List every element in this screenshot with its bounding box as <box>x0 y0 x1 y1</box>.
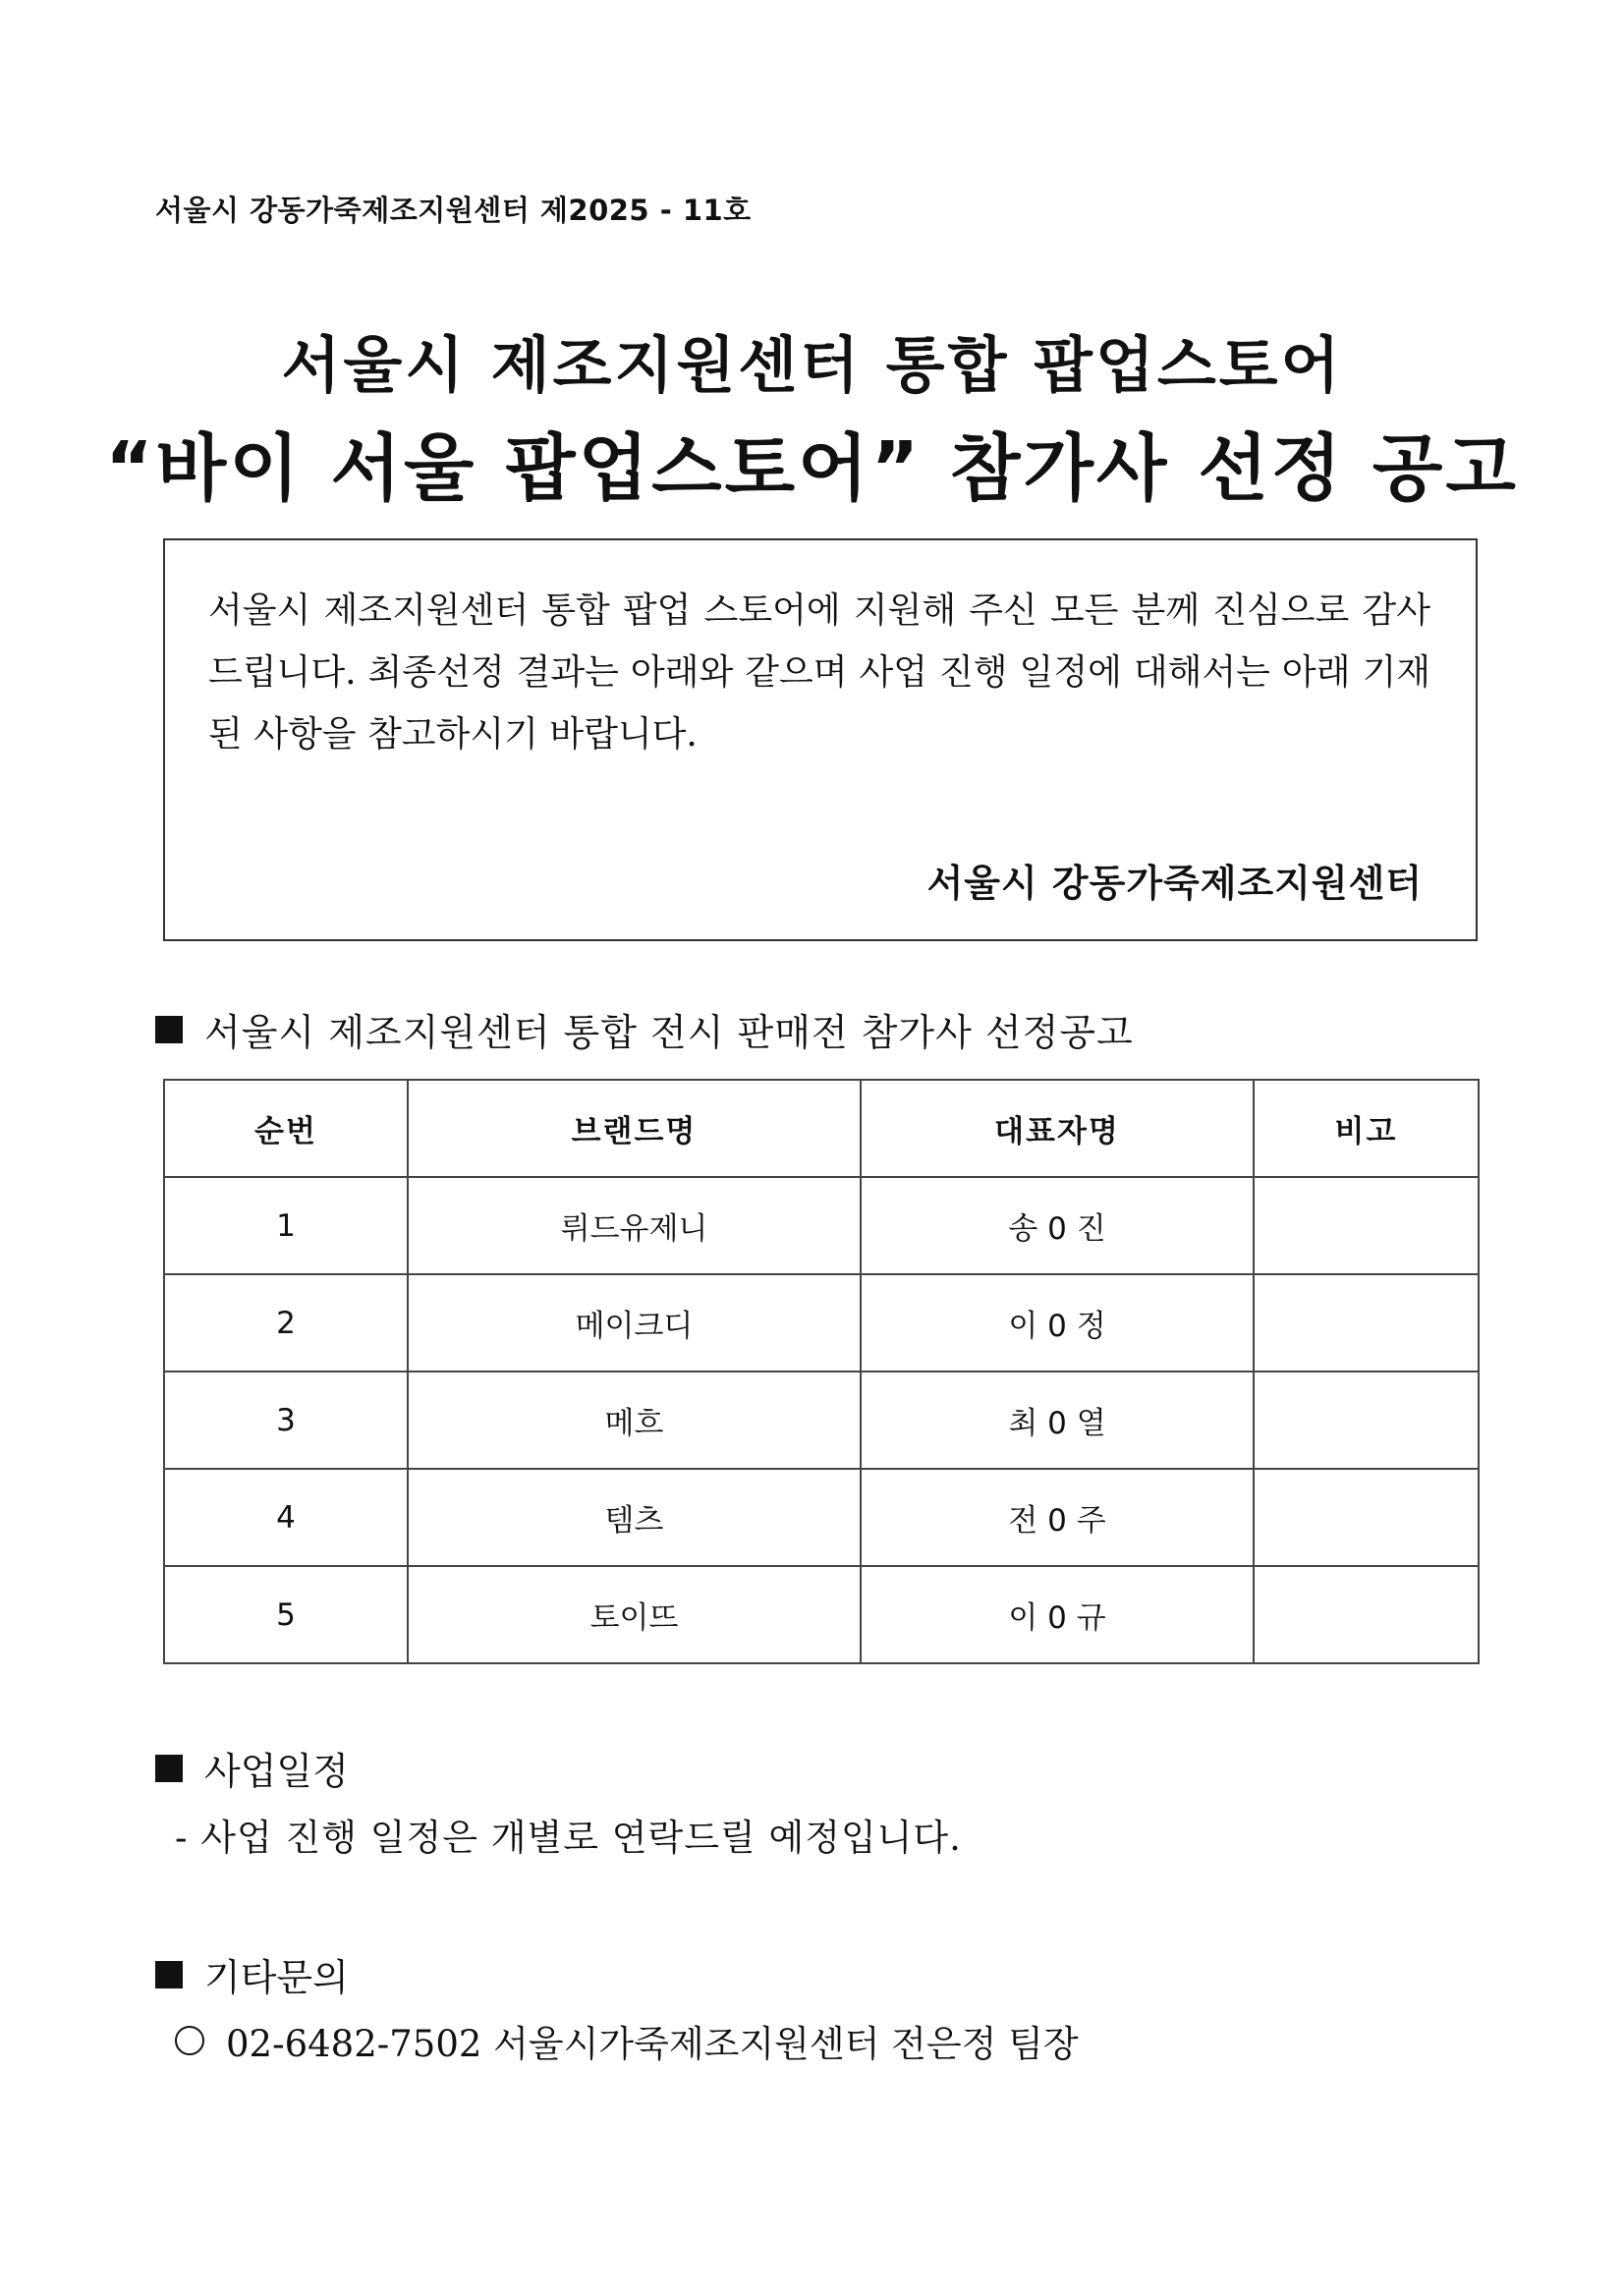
participants-section-heading <box>155 1002 1134 1056</box>
cell-note <box>1254 1372 1479 1469</box>
cell-representative: 최 0 열 <box>861 1372 1254 1469</box>
cell-number: 2 <box>164 1274 408 1372</box>
cell-note <box>1254 1177 1479 1274</box>
square-bullet-icon <box>155 1016 183 1043</box>
cell-brand: 메이크디 <box>408 1274 861 1372</box>
table-header-row <box>164 1080 1479 1177</box>
cell-representative: 이 0 정 <box>861 1274 1254 1372</box>
square-bullet-icon <box>155 1961 183 1988</box>
intro-text: 서울시 제조지원센터 통합 팝업 스토어에 지원해 주신 모든 분께 진심으로 감사드립니다. 최종선정 결과는 아래와 같으며 사업 진행 일정에 대해서는 아래 기재된 사항을 참고하시기 바랍니다. <box>208 590 1430 755</box>
participants-heading-text: 서울시 제조지원센터 통합 전시 판매전 참가사 선정공고 <box>204 1011 1134 1054</box>
schedule-section-heading <box>155 1741 349 1795</box>
cell-note <box>1254 1566 1479 1663</box>
cell-number: 3 <box>164 1372 408 1469</box>
intro-signature: 서울시 강동가죽제조지원센터 <box>926 862 1423 905</box>
column-header-number: 순번 <box>164 1080 408 1177</box>
cell-brand: 토이뜨 <box>408 1566 861 1663</box>
table-row <box>164 1469 1479 1566</box>
table-row <box>164 1372 1479 1469</box>
schedule-heading-text: 사업일정 <box>204 1750 349 1793</box>
cell-brand: 템츠 <box>408 1469 861 1566</box>
table-row <box>164 1177 1479 1274</box>
column-header-representative: 대표자명 <box>861 1080 1254 1177</box>
cell-brand: 메흐 <box>408 1372 861 1469</box>
inquiry-section-heading <box>155 1947 349 2001</box>
intro-box <box>163 538 1478 941</box>
page-title-line1: 서울시 제조지원센터 통합 팝업스토어 <box>281 329 1343 401</box>
column-header-note: 비고 <box>1254 1080 1479 1177</box>
document-number: 서울시 강동가죽제조지원센터 제2025 - 11호 <box>155 194 752 227</box>
cell-note <box>1254 1469 1479 1566</box>
table-row <box>164 1274 1479 1372</box>
inquiry-contact-text: 02-6482-7502 서울시가죽제조지원센터 전은정 팀장 <box>226 2023 1079 2065</box>
cell-representative: 송 0 진 <box>861 1177 1254 1274</box>
cell-brand: 뤼드유제니 <box>408 1177 861 1274</box>
cell-number: 1 <box>164 1177 408 1274</box>
cell-number: 5 <box>164 1566 408 1663</box>
table-row <box>164 1566 1479 1663</box>
inquiry-heading-text: 기타문의 <box>204 1956 349 1999</box>
cell-representative: 이 0 규 <box>861 1566 1254 1663</box>
cell-note <box>1254 1274 1479 1372</box>
cell-number: 4 <box>164 1469 408 1566</box>
schedule-text: - 사업 진행 일정은 개별로 연락드릴 예정입니다. <box>175 1817 962 1859</box>
participants-table <box>163 1079 1480 1664</box>
cell-representative: 전 0 주 <box>861 1469 1254 1566</box>
inquiry-line <box>175 2014 1079 2067</box>
circle-bullet-icon <box>175 2026 204 2055</box>
square-bullet-icon <box>155 1755 183 1782</box>
page-title-line2: “바이 서울 팝업스토어” 참가사 선정 공고 <box>105 426 1519 511</box>
column-header-brand: 브랜드명 <box>408 1080 861 1177</box>
